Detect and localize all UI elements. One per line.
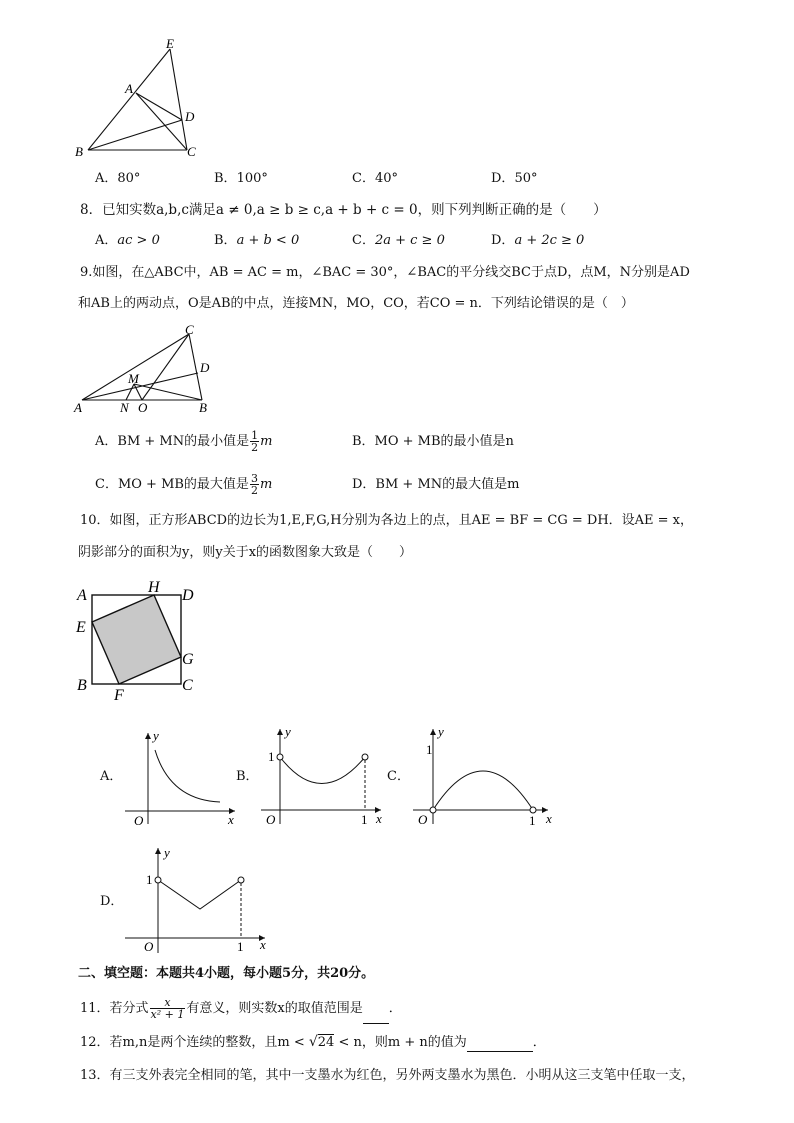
axis-y: y [438,724,444,739]
graph-d [120,843,275,955]
q12-answer-blank[interactable] [467,1037,533,1052]
axis-x: x [260,937,266,952]
q8-option-c: C．2a + c ≥ 0 [352,233,445,248]
graph-a-letter: A． [100,769,123,784]
section-heading: 二、填空题：本题共4小题，每小题5分，共20分。 [78,966,375,981]
q7-option-c: C．40° [352,171,398,186]
graph-c-letter: C． [387,769,410,784]
label-D: D [200,360,210,375]
graph-b [256,724,391,829]
label-B: B [75,144,83,159]
q9-stem-line2: 和AB上的两动点，O是AB的中点，连接MN，MO，CO，若CO = n．下列结论错误的是（ ） [78,296,634,311]
tick-y-1: 1 [146,872,153,887]
label-F: F [114,687,124,704]
q13: 13．有三支外表完全相同的笔，其中一支墨水为红色，另外两支墨水为黑色．小明从这三支笔中任取一支， [80,1068,695,1083]
q7-option-b: B．100° [214,171,268,186]
q9-triangle-figure [74,322,224,418]
q9-option-d: D．BM + MN的最大值是m [352,477,520,492]
label-C: C [185,322,194,337]
label-G: G [182,651,194,668]
label-C: C [187,144,196,159]
q11-answer-blank[interactable] [363,1009,389,1024]
origin: O [134,813,144,828]
label-A: A [74,400,82,415]
q8-option-d: D．a + 2c ≥ 0 [491,233,585,248]
graph-c [408,724,558,829]
axis-y: y [153,728,159,743]
q9-stem-line1: 9.如图，在△ABC中，AB = AC = m，∠BAC = 30°，∠BAC的平分线交BC于点D，点M，N分别是AD [80,265,690,280]
q9-option-a: A．BM + MN的最小值是 $\frac{1}{2}$ m [95,429,273,454]
label-N: N [120,400,129,415]
label-E: E [166,36,174,51]
axis-y: y [285,724,291,739]
tick-y-1: 1 [268,749,275,764]
axis-x: x [228,812,234,827]
q11: 11．若分式 $\frac{x}{\text{x² + 1}}$ 有意义，则实数x的取值范围是 ． [80,994,402,1024]
axis-x: x [376,811,382,826]
label-H: H [148,579,160,596]
graph-d-letter: D． [100,894,124,909]
axis-y: y [164,845,170,860]
q10-square-figure [72,574,202,704]
label-B: B [199,400,207,415]
label-A: A [125,81,133,96]
tick-x-1: 1 [529,813,536,828]
axis-x: x [546,811,552,826]
label-E: E [76,619,86,636]
tick-x-1: 1 [237,939,244,954]
q7-option-a: A．80° [95,171,141,186]
label-C: C [182,677,193,694]
label-D: D [182,587,194,604]
tick-x-1: 1 [361,812,368,827]
q12: 12．若m,n是两个连续的整数，且m < √24 < n，则m + n的值为 ． [80,1034,546,1050]
q8-option-b: B．a + b < 0 [214,233,300,248]
q8-option-a: A．ac > 0 [95,233,160,248]
graph-b-letter: B． [236,769,259,784]
origin: O [418,812,428,827]
tick-y-1: 1 [426,742,433,757]
q10-stem-line1: 10．如图，正方形ABCD的边长为1,E,F,G,H分别为各边上的点，且AE = BF = CG = DH．设AE = x， [80,513,694,528]
origin: O [266,812,276,827]
origin: O [144,939,154,954]
label-B: B [77,677,87,694]
label-A: A [77,587,87,604]
label-D: D [185,109,195,124]
q8-stem: 8．已知实数a,b,c满足a ≠ 0,a ≥ b ≥ c,a + b + c = 0，则下列判断正确的是（ ） [80,202,607,218]
q10-stem-line2: 阴影部分的面积为y，则y关于x的函数图象大致是（ ） [78,545,413,560]
q7-triangle-figure [70,38,210,163]
q7-option-d: D．50° [491,171,538,186]
label-M: M [128,371,139,386]
label-O: O [138,400,148,415]
graph-a [120,728,245,828]
q9-option-b: B．MO + MB的最小值是n [352,434,514,449]
q9-option-c: C．MO + MB的最大值是 $\frac{3}{2}$ m [95,472,273,497]
